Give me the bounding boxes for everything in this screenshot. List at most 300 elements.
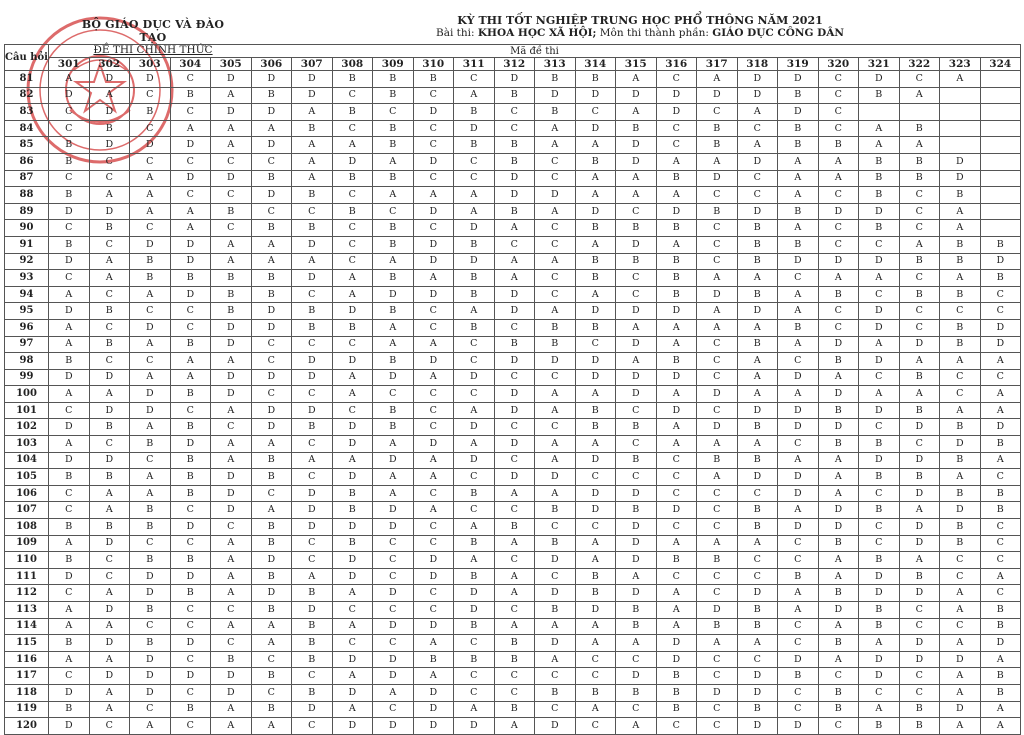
answer-cell: B xyxy=(49,187,90,204)
answer-cell: D xyxy=(332,552,373,569)
answer-cell: B xyxy=(980,502,1021,519)
exam-code-header: 319 xyxy=(778,58,819,71)
answer-cell: C xyxy=(494,419,535,436)
answer-cell: A xyxy=(656,187,697,204)
table-row xyxy=(5,552,1021,569)
answer-cell: A xyxy=(899,87,940,104)
exam-code-header: 311 xyxy=(454,58,495,71)
answer-cell: D xyxy=(940,651,981,668)
answer-cell: C xyxy=(697,253,738,270)
answer-cell: A xyxy=(89,87,130,104)
question-number: 84 xyxy=(5,120,49,137)
answer-cell: C xyxy=(211,419,252,436)
answer-cell: B xyxy=(940,452,981,469)
answer-cell: D xyxy=(899,585,940,602)
answer-cell: D xyxy=(130,684,171,701)
answer-cell: C xyxy=(737,120,778,137)
answer-cell: B xyxy=(413,651,454,668)
answer-cell: D xyxy=(49,452,90,469)
exam-code-header-row xyxy=(5,58,1021,71)
answer-cell: B xyxy=(170,270,211,287)
answer-cell: D xyxy=(292,502,333,519)
answer-cell: C xyxy=(818,71,859,88)
answer-cell: D xyxy=(818,336,859,353)
answer-cell: C xyxy=(170,535,211,552)
answer-cell: B xyxy=(697,552,738,569)
question-number: 112 xyxy=(5,585,49,602)
answer-cell: B xyxy=(980,602,1021,619)
subject-prefix: Bài thi: xyxy=(436,27,475,39)
answer-cell: B xyxy=(656,170,697,187)
answer-cell: B xyxy=(49,137,90,154)
answer-cell xyxy=(940,87,981,104)
answer-cell: D xyxy=(778,651,819,668)
answer-cell: C xyxy=(575,668,616,685)
answer-cell: D xyxy=(251,419,292,436)
answer-cell: C xyxy=(697,336,738,353)
answer-cell: D xyxy=(251,319,292,336)
answer-cell: C xyxy=(49,220,90,237)
answer-cell: B xyxy=(859,87,900,104)
answer-cell: B xyxy=(616,253,657,270)
answer-cell: A xyxy=(373,436,414,453)
answer-cell: A xyxy=(940,353,981,370)
answer-cell: C xyxy=(89,718,130,735)
answer-cell: A xyxy=(575,701,616,718)
answer-cell: D xyxy=(170,519,211,536)
answer-cell: D xyxy=(211,469,252,486)
answer-cell: C xyxy=(940,369,981,386)
question-number: 109 xyxy=(5,535,49,552)
answer-cell: A xyxy=(89,270,130,287)
answer-cell: D xyxy=(737,87,778,104)
answer-cell: B xyxy=(373,71,414,88)
question-number: 104 xyxy=(5,452,49,469)
answer-cell: C xyxy=(697,701,738,718)
answer-cell: C xyxy=(980,469,1021,486)
table-row xyxy=(5,236,1021,253)
answer-cell: A xyxy=(373,319,414,336)
answer-cell: A xyxy=(49,618,90,635)
answer-cell: A xyxy=(454,87,495,104)
answer-cell: A xyxy=(656,386,697,403)
answer-cell: B xyxy=(940,485,981,502)
table-row xyxy=(5,137,1021,154)
table-row xyxy=(5,187,1021,204)
answer-cell: A xyxy=(575,386,616,403)
answer-cell: C xyxy=(656,71,697,88)
answer-cell: A xyxy=(980,718,1021,735)
answer-cell: D xyxy=(737,585,778,602)
answer-cell: A xyxy=(575,618,616,635)
question-number: 86 xyxy=(5,153,49,170)
answer-cell: B xyxy=(899,120,940,137)
answer-cell: D xyxy=(292,270,333,287)
exam-code-header: 313 xyxy=(535,58,576,71)
answer-cell: D xyxy=(170,170,211,187)
answer-cell: D xyxy=(859,402,900,419)
answer-cell: A xyxy=(89,585,130,602)
answer-cell: C xyxy=(292,718,333,735)
answer-cell: C xyxy=(940,303,981,320)
answer-cell: C xyxy=(859,369,900,386)
answer-cell: A xyxy=(292,253,333,270)
answer-cell: D xyxy=(332,153,373,170)
answer-cell: A xyxy=(211,353,252,370)
answer-cell: D xyxy=(575,602,616,619)
answer-cell: B xyxy=(737,419,778,436)
answer-key-table xyxy=(4,44,1021,735)
answer-cell: D xyxy=(616,369,657,386)
answer-cell: C xyxy=(413,319,454,336)
answer-cell: D xyxy=(332,469,373,486)
table-row xyxy=(5,585,1021,602)
answer-cell: D xyxy=(89,203,130,220)
answer-cell: A xyxy=(535,137,576,154)
answer-cell: C xyxy=(413,419,454,436)
table-row xyxy=(5,303,1021,320)
answer-cell: C xyxy=(292,203,333,220)
answer-cell: C xyxy=(292,286,333,303)
answer-cell: D xyxy=(373,519,414,536)
answer-cell: D xyxy=(656,303,697,320)
answer-cell: C xyxy=(413,137,454,154)
answer-cell: B xyxy=(980,668,1021,685)
answer-cell: C xyxy=(170,319,211,336)
answer-cell: A xyxy=(170,203,211,220)
answer-cell: C xyxy=(778,701,819,718)
answer-cell: A xyxy=(899,353,940,370)
component-name: GIÁO DỤC CÔNG DÂN xyxy=(712,27,844,39)
answer-cell: A xyxy=(454,701,495,718)
answer-cell: D xyxy=(454,220,495,237)
answer-cell: B xyxy=(616,120,657,137)
answer-cell: C xyxy=(859,236,900,253)
table-row xyxy=(5,402,1021,419)
answer-cell: D xyxy=(49,203,90,220)
answer-cell: A xyxy=(575,535,616,552)
answer-cell: B xyxy=(575,585,616,602)
answer-cell: D xyxy=(818,602,859,619)
answer-cell: B xyxy=(818,635,859,652)
exam-code-header: 305 xyxy=(211,58,252,71)
answer-cell xyxy=(980,104,1021,121)
answer-cell: D xyxy=(211,502,252,519)
answer-cell xyxy=(980,153,1021,170)
answer-cell: B xyxy=(413,71,454,88)
question-number: 114 xyxy=(5,618,49,635)
answer-cell: D xyxy=(454,585,495,602)
answer-cell: B xyxy=(49,153,90,170)
answer-cell: D xyxy=(49,419,90,436)
answer-cell: B xyxy=(494,635,535,652)
answer-cell: D xyxy=(616,153,657,170)
answer-cell: A xyxy=(130,369,171,386)
answer-cell: B xyxy=(49,353,90,370)
table-row xyxy=(5,386,1021,403)
answer-cell: A xyxy=(697,535,738,552)
answer-cell: C xyxy=(251,651,292,668)
answer-cell: A xyxy=(413,187,454,204)
answer-cell: B xyxy=(292,303,333,320)
question-number: 81 xyxy=(5,71,49,88)
answer-cell: D xyxy=(940,153,981,170)
answer-cell: A xyxy=(818,651,859,668)
answer-cell: D xyxy=(332,684,373,701)
answer-cell: C xyxy=(413,303,454,320)
answer-cell: B xyxy=(940,319,981,336)
answer-cell: C xyxy=(940,386,981,403)
answer-cell: B xyxy=(616,419,657,436)
answer-cell: C xyxy=(49,170,90,187)
answer-cell: C xyxy=(89,319,130,336)
answer-cell: A xyxy=(211,568,252,585)
answer-cell: A xyxy=(899,386,940,403)
answer-cell: A xyxy=(778,452,819,469)
answer-cell: A xyxy=(170,369,211,386)
answer-cell: A xyxy=(494,220,535,237)
answer-cell: D xyxy=(211,170,252,187)
answer-cell: D xyxy=(737,71,778,88)
answer-cell: C xyxy=(656,519,697,536)
answer-cell: B xyxy=(656,286,697,303)
answer-cell: A xyxy=(697,270,738,287)
table-row xyxy=(5,602,1021,619)
answer-cell: D xyxy=(697,87,738,104)
table-row xyxy=(5,104,1021,121)
answer-cell: C xyxy=(818,104,859,121)
answer-cell: A xyxy=(454,519,495,536)
answer-cell: D xyxy=(859,452,900,469)
answer-cell: C xyxy=(494,319,535,336)
question-number: 85 xyxy=(5,137,49,154)
answer-cell: A xyxy=(292,568,333,585)
answer-cell: A xyxy=(170,353,211,370)
exam-code-header: 309 xyxy=(373,58,414,71)
answer-cell: C xyxy=(332,402,373,419)
answer-cell: A xyxy=(535,203,576,220)
answer-cell: D xyxy=(454,452,495,469)
answer-cell xyxy=(940,104,981,121)
answer-cell: A xyxy=(575,635,616,652)
question-number: 110 xyxy=(5,552,49,569)
answer-cell: D xyxy=(575,203,616,220)
answer-cell: C xyxy=(49,585,90,602)
answer-cell: A xyxy=(575,436,616,453)
answer-cell: A xyxy=(170,120,211,137)
exam-header xyxy=(360,14,920,40)
answer-cell: B xyxy=(292,120,333,137)
answer-cell: D xyxy=(859,203,900,220)
question-number: 119 xyxy=(5,701,49,718)
table-row xyxy=(5,319,1021,336)
answer-cell: C xyxy=(413,402,454,419)
table-row xyxy=(5,469,1021,486)
answer-cell: D xyxy=(292,236,333,253)
answer-cell: C xyxy=(899,203,940,220)
answer-cell: A xyxy=(251,635,292,652)
answer-cell: D xyxy=(616,303,657,320)
answer-cell: C xyxy=(697,651,738,668)
answer-cell: C xyxy=(737,568,778,585)
answer-cell: B xyxy=(251,668,292,685)
answer-cell: D xyxy=(251,71,292,88)
answer-cell: C xyxy=(778,635,819,652)
answer-cell: B xyxy=(494,519,535,536)
answer-cell: B xyxy=(454,618,495,635)
answer-cell: C xyxy=(89,286,130,303)
answer-cell: C xyxy=(616,270,657,287)
exam-code-header: 312 xyxy=(494,58,535,71)
answer-cell: B xyxy=(494,651,535,668)
answer-cell: A xyxy=(818,452,859,469)
answer-cell: B xyxy=(859,153,900,170)
answer-cell: D xyxy=(170,236,211,253)
answer-cell: A xyxy=(818,170,859,187)
answer-cell: B xyxy=(332,104,373,121)
question-number: 111 xyxy=(5,568,49,585)
answer-cell: A xyxy=(454,203,495,220)
answer-cell: C xyxy=(616,701,657,718)
answer-cell: A xyxy=(251,253,292,270)
answer-cell: C xyxy=(251,684,292,701)
answer-cell: C xyxy=(130,87,171,104)
answer-cell: A xyxy=(211,585,252,602)
answer-cell: A xyxy=(778,386,819,403)
answer-cell: B xyxy=(940,519,981,536)
answer-cell: A xyxy=(211,436,252,453)
answer-cell: D xyxy=(170,253,211,270)
question-number: 83 xyxy=(5,104,49,121)
answer-cell: C xyxy=(89,436,130,453)
component-prefix: Môn thi thành phần: xyxy=(599,27,709,39)
question-number: 102 xyxy=(5,419,49,436)
answer-cell: D xyxy=(454,120,495,137)
answer-cell: C xyxy=(899,668,940,685)
answer-cell: C xyxy=(49,402,90,419)
answer-cell: D xyxy=(130,668,171,685)
answer-cell: D xyxy=(494,353,535,370)
exam-code-header: 308 xyxy=(332,58,373,71)
answer-cell: C xyxy=(535,419,576,436)
answer-cell: C xyxy=(170,684,211,701)
answer-cell: C xyxy=(940,568,981,585)
answer-cell: A xyxy=(940,71,981,88)
answer-cell: B xyxy=(899,701,940,718)
answer-cell: C xyxy=(49,270,90,287)
answer-cell: D xyxy=(818,519,859,536)
question-number: 97 xyxy=(5,336,49,353)
answer-cell: A xyxy=(413,469,454,486)
answer-cell: A xyxy=(130,718,171,735)
question-number: 113 xyxy=(5,602,49,619)
answer-cell: B xyxy=(940,535,981,552)
answer-cell: C xyxy=(697,236,738,253)
answer-cell: B xyxy=(575,220,616,237)
answer-cell: A xyxy=(89,485,130,502)
answer-cell: C xyxy=(49,485,90,502)
answer-cell: A xyxy=(575,187,616,204)
exam-code-header: 324 xyxy=(980,58,1021,71)
answer-cell: D xyxy=(130,71,171,88)
answer-cell: B xyxy=(89,220,130,237)
answer-cell: B xyxy=(575,253,616,270)
question-number: 92 xyxy=(5,253,49,270)
table-row xyxy=(5,419,1021,436)
answer-cell xyxy=(940,120,981,137)
answer-cell: D xyxy=(332,718,373,735)
answer-cell: D xyxy=(535,552,576,569)
answer-cell: D xyxy=(859,303,900,320)
answer-cell: C xyxy=(373,602,414,619)
answer-cell: A xyxy=(332,452,373,469)
answer-cell: B xyxy=(535,319,576,336)
answer-cell: C xyxy=(616,402,657,419)
answer-cell: A xyxy=(737,436,778,453)
answer-cell: A xyxy=(616,104,657,121)
answer-cell: B xyxy=(575,153,616,170)
answer-cell: D xyxy=(575,452,616,469)
answer-cell: B xyxy=(899,469,940,486)
question-number: 117 xyxy=(5,668,49,685)
answer-cell: A xyxy=(575,552,616,569)
answer-cell: B xyxy=(170,452,211,469)
answer-cell: C xyxy=(940,618,981,635)
answer-cell: C xyxy=(535,701,576,718)
answer-cell: B xyxy=(49,552,90,569)
answer-cell: B xyxy=(575,270,616,287)
answer-cell: A xyxy=(373,336,414,353)
table-row xyxy=(5,485,1021,502)
answer-cell: A xyxy=(737,535,778,552)
answer-cell: B xyxy=(656,684,697,701)
answer-cell: A xyxy=(413,452,454,469)
answer-cell: B xyxy=(697,203,738,220)
answer-cell: B xyxy=(940,253,981,270)
answer-cell: B xyxy=(778,319,819,336)
table-row xyxy=(5,535,1021,552)
answer-cell: B xyxy=(778,203,819,220)
answer-cell: D xyxy=(292,602,333,619)
answer-cell: A xyxy=(332,386,373,403)
answer-cell xyxy=(859,104,900,121)
answer-cell: A xyxy=(49,535,90,552)
answer-cell: A xyxy=(89,684,130,701)
answer-cell: A xyxy=(373,153,414,170)
table-row xyxy=(5,436,1021,453)
answer-cell: C xyxy=(980,369,1021,386)
answer-cell: A xyxy=(818,568,859,585)
answer-cell: C xyxy=(89,353,130,370)
exam-code-header: 304 xyxy=(170,58,211,71)
answer-cell: A xyxy=(292,170,333,187)
answer-cell: A xyxy=(616,718,657,735)
answer-cell: A xyxy=(211,236,252,253)
answer-cell: B xyxy=(130,635,171,652)
answer-cell: C xyxy=(859,684,900,701)
answer-cell: B xyxy=(292,220,333,237)
answer-cell: A xyxy=(413,336,454,353)
answer-cell: D xyxy=(899,535,940,552)
answer-cell: C xyxy=(535,668,576,685)
answer-cell: B xyxy=(656,701,697,718)
answer-cell: D xyxy=(170,568,211,585)
answer-cell: C xyxy=(535,236,576,253)
answer-cell: A xyxy=(940,585,981,602)
answer-cell: C xyxy=(616,469,657,486)
answer-cell: C xyxy=(413,120,454,137)
answer-cell: A xyxy=(49,71,90,88)
